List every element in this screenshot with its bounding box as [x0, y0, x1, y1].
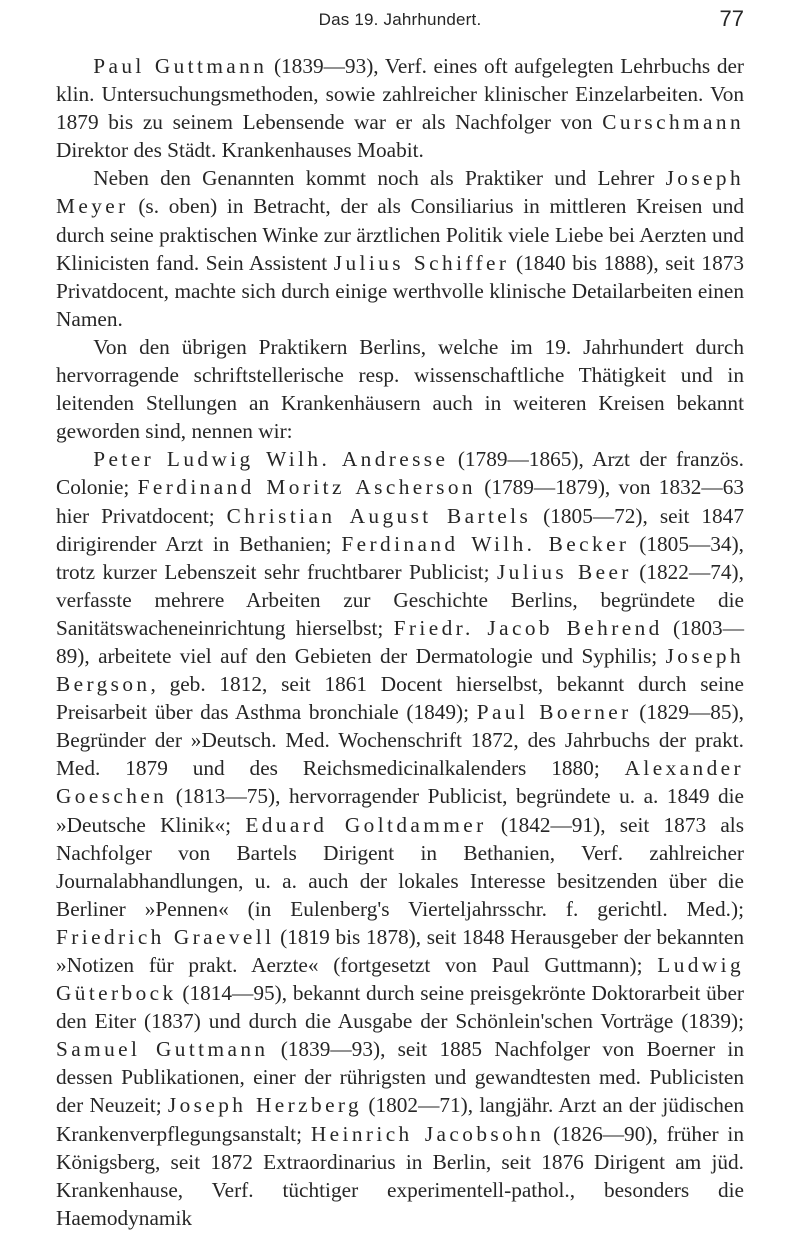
person-name: Joseph Meyer: [56, 166, 744, 219]
text-run: (1822—74), verfasste mehrere Arbeiten zur Geschichte Berlins, begründete die Sanitätswacheneinrichtung hierselbst;: [56, 559, 744, 640]
person-name: Paul Boerner: [476, 700, 632, 725]
text-run: (1802—71), langjähr. Arzt an der jüdischen Krankenverpflegungsanstalt;: [56, 1093, 744, 1146]
text-run: (s. oben) in Betracht, der als Consiliarius in mittleren Kreisen und durch seine praktischen Winke zur ärztlichen Politik viele Liebe bei Aerzten und Klinicisten fand. Sein Assistent: [56, 194, 744, 275]
text-run: (1829—85), Begründer der »Deutsch. Med. Wochenschrift 1872, des Jahrbuchs der prakt. Med. 1879 und des Reichsmedicinalkalenders 1880;: [56, 700, 744, 781]
person-name: Friedrich Graevell: [56, 924, 275, 949]
text-run: (1805—34), trotz kurzer Lebenszeit sehr fruchtbarer Publicist;: [56, 531, 744, 584]
text-run: (1814—95), bekannt durch seine preisgekrönte Doktorarbeit über den Eiter (1837) und durch die Ausgabe der Schönlein'schen Vorträge (1839);: [56, 981, 744, 1034]
person-name: Eduard Goltdammer: [245, 812, 487, 837]
person-name: Heinrich Jacobsohn: [310, 1121, 545, 1146]
person-name: Julius Schiffer: [333, 250, 510, 275]
person-name: Ferdinand Wilh. Becker: [341, 531, 630, 556]
page-header: [0, 4, 800, 34]
person-name: Samuel Guttmann: [56, 1037, 269, 1062]
paragraph: [56, 52, 744, 164]
person-name: Ludwig Güterbock: [56, 953, 744, 1006]
paragraph: [56, 445, 744, 1232]
running-head: Das 19. Jahrhundert.: [318, 10, 482, 29]
person-name: Alexander Goeschen: [56, 756, 744, 809]
person-name: Julius Beer: [496, 559, 632, 584]
text-run: (1805—72), seit 1847 dirigirender Arzt in Bethanien;: [56, 503, 744, 556]
text-run: Neben den Genannten kommt noch als Praktiker und Lehrer: [93, 166, 666, 191]
text-run: (1839—93), seit 1885 Nachfolger von Boerner in dessen Publikationen, einer der rührigsten und gewandtesten med. Publicisten der Neuzeit;: [56, 1037, 744, 1118]
person-name: Christian August Bartels: [226, 503, 532, 528]
text-run: (1789—1879), von 1832—63 hier Privatdocent;: [56, 475, 744, 528]
text-run: Direktor des Städt. Krankenhauses Moabit.: [56, 138, 424, 163]
page-number: 77: [719, 6, 744, 31]
text-run: (1840 bis 1888), seit 1873 Privatdocent, machte sich durch einige werthvolle klinische Detailarbeiten einen Namen.: [56, 250, 745, 331]
person-name: Curschmann: [602, 110, 744, 135]
text-run: (1826—90), früher in Königsberg, seit 1872 Extraordinarius in Berlin, seit 1876 Dirigent am jüd. Krankenhause, Verf. tüchtiger experimentell-pathol., besonders die Haemodynamik: [56, 1121, 744, 1230]
text-run: (1803—89), arbeitete viel auf den Gebieten der Dermatologie und Syphilis;: [56, 615, 744, 668]
text-run: (1813—75), hervorragender Publicist, begründete u. a. 1849 die »Deutsche Klinik«;: [56, 784, 744, 837]
person-name: Ferdinand Moritz Ascherson: [137, 475, 476, 500]
person-name: Joseph Bergson: [56, 643, 744, 697]
paragraph: [56, 164, 744, 333]
text-run: (1819 bis 1878), seit 1848 Herausgeber der bekannten »Notizen für prakt. Aerzte« (fortgesetzt von Paul Guttmann);: [56, 924, 744, 977]
person-name: Friedr. Jacob Behrend: [393, 615, 663, 640]
person-name: Peter Ludwig Wilh. Andresse: [93, 447, 449, 472]
person-name: Joseph Herzberg: [167, 1093, 363, 1118]
text-run: (1839—93), Verf. eines oft aufgelegten Lehrbuchs der klin. Untersuchungsmethoden, sowie zahlreicher klinischer Einzelarbeiten. Von 1879 bis zu seinem Lebensende war er als Nachfolger von: [56, 54, 745, 135]
person-name: Paul Guttmann: [93, 54, 268, 78]
text-run: Von den übrigen Praktikern Berlins, welche im 19. Jahrhundert durch hervorragende schriftstellerische resp. wissenschaftliche Thätigkeit und in leitenden Stellungen an Krankenhäusern auch in weiteren Kreisen bekannt geworden sind, nennen wir:: [56, 334, 744, 444]
text-run: (1789—1865), Arzt der französ. Colonie;: [56, 447, 744, 500]
text-run: , geb. 1812, seit 1861 Docent hierselbst, bekannt durch seine Preisarbeit über das Asthma bronchiale (1849);: [56, 672, 744, 725]
text-run: (1842—91), seit 1873 als Nachfolger von Bartels Dirigent in Bethanien, Verf. zahlreicher Journalabhandlungen, u. a. auch der lokales Interesse besitzenden über die Berliner »Pennen« (in Eulenberg's Vierteljahrsschr. f. gerichtl. Med.);: [56, 812, 744, 921]
body-text: [56, 52, 744, 1232]
paragraph: [56, 333, 744, 445]
